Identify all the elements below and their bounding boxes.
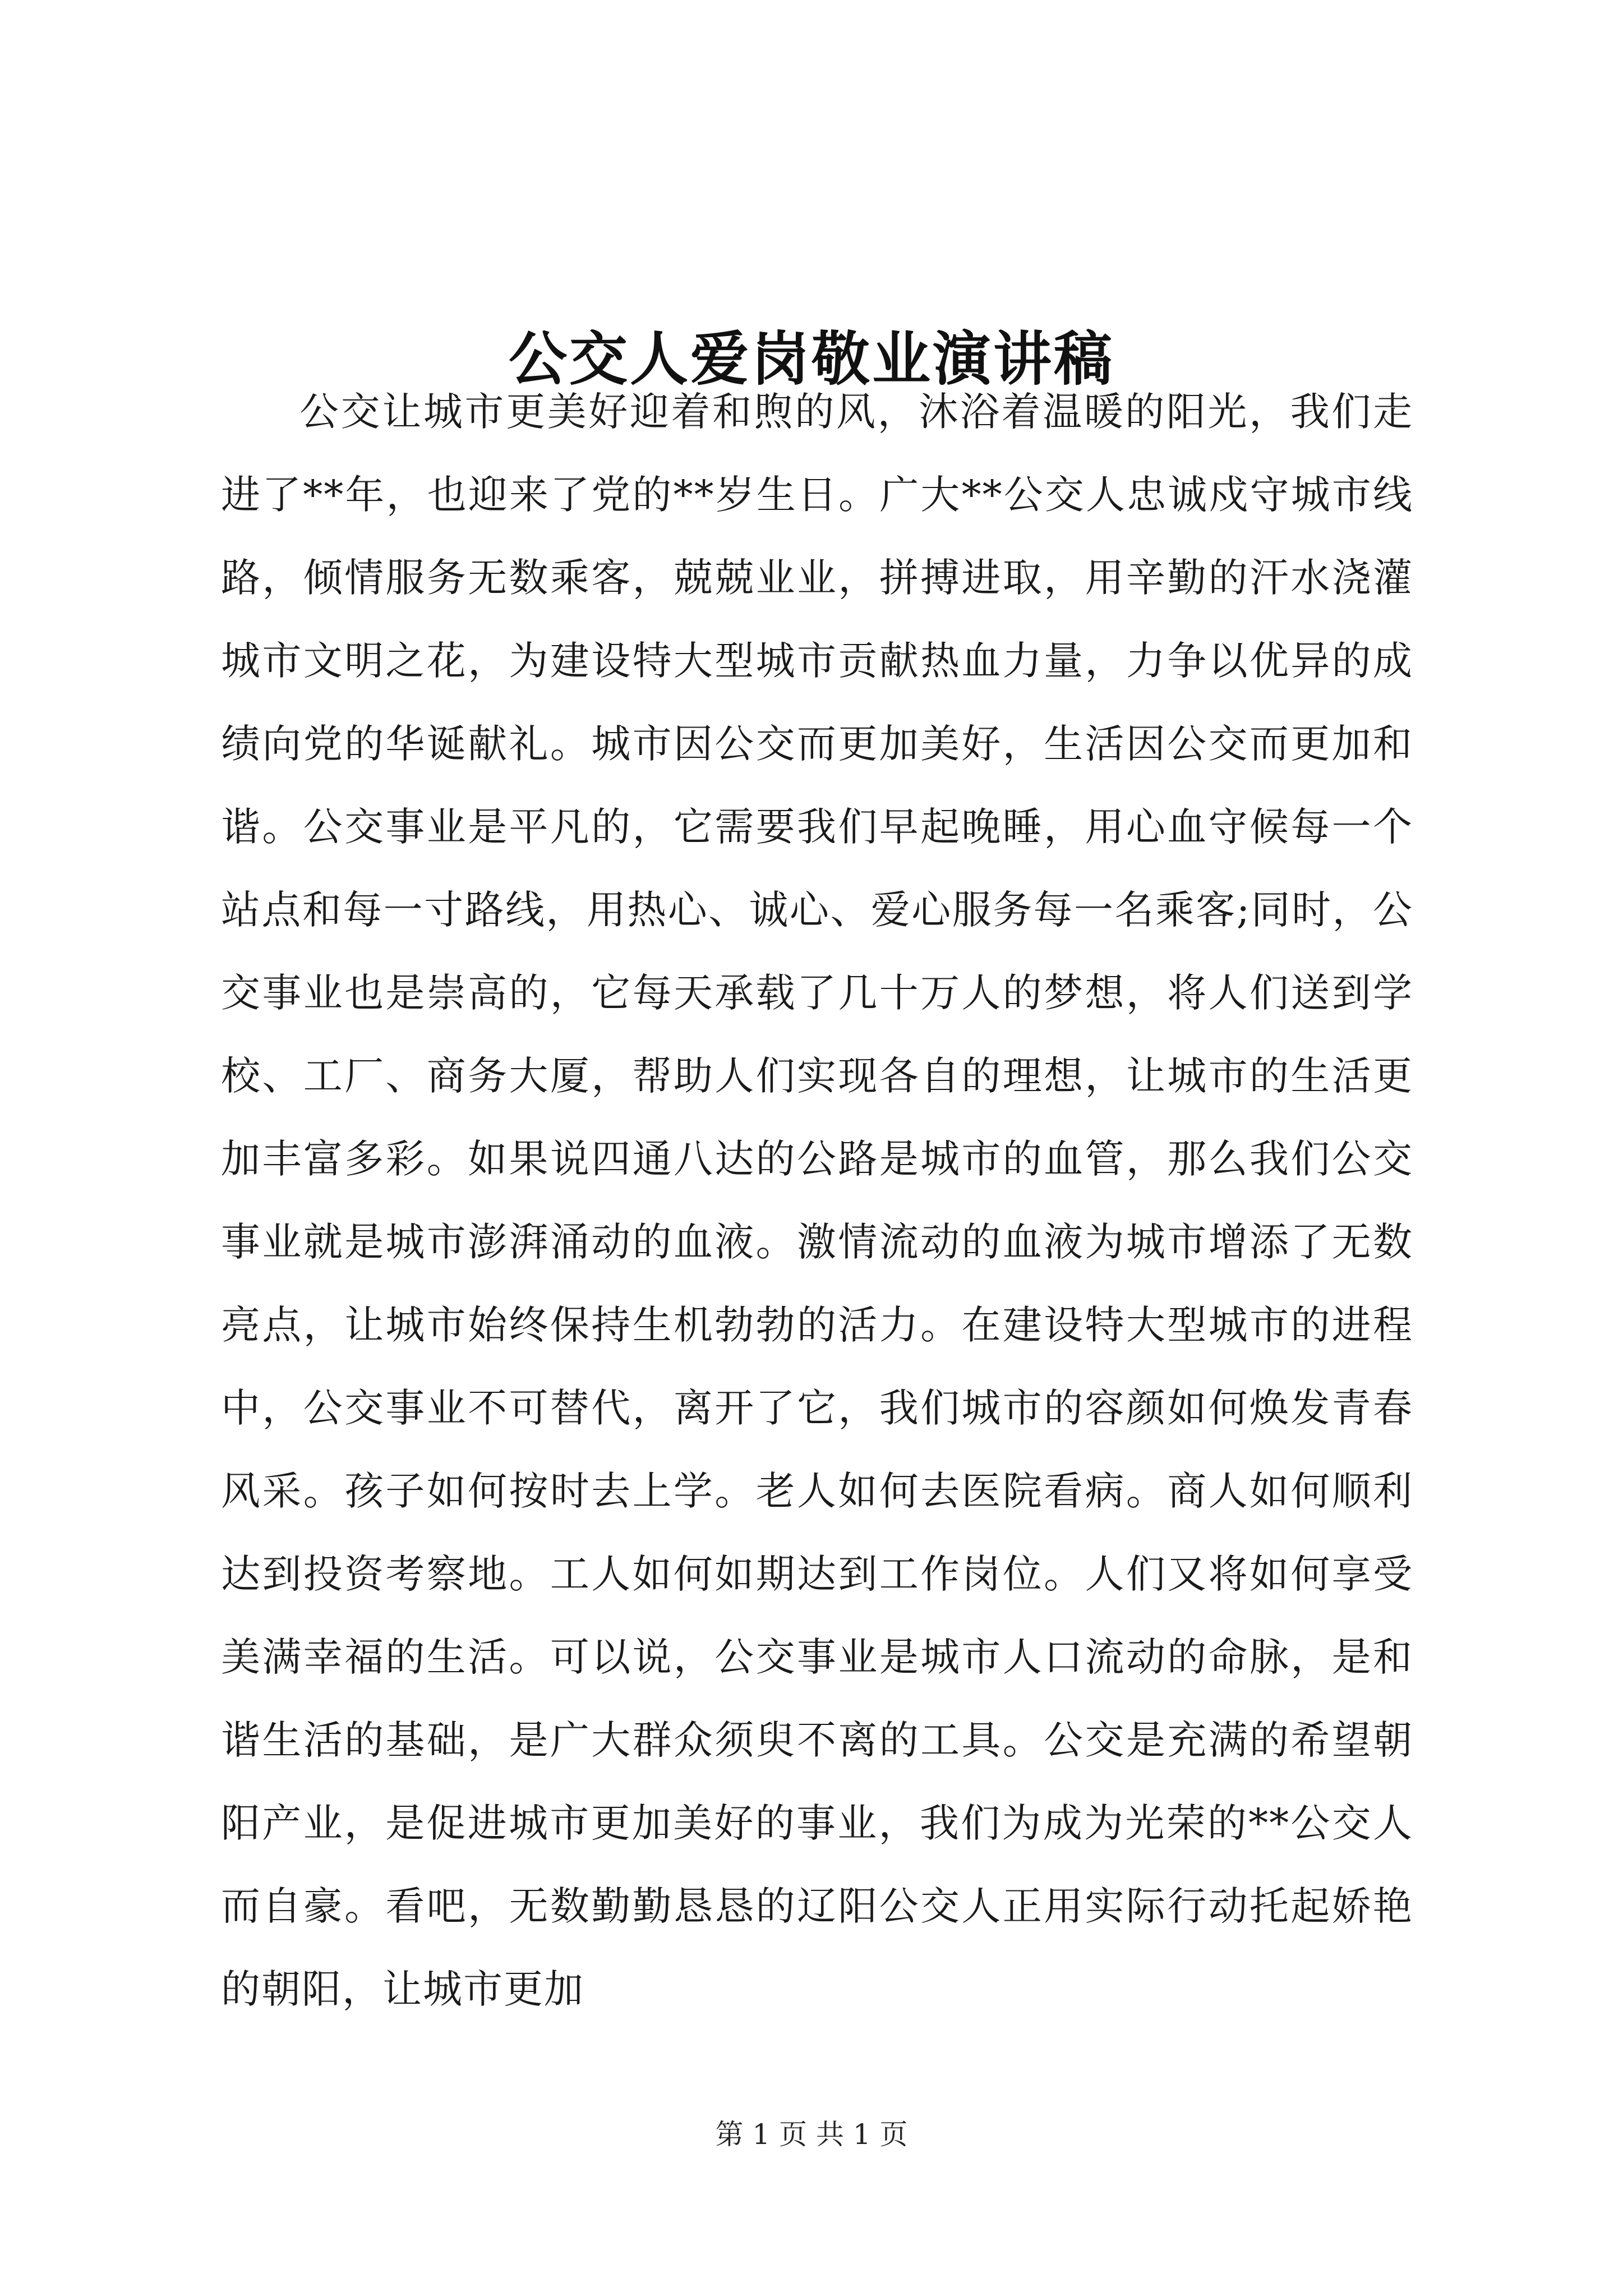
document-title: 公交人爱岗敬业演讲稿 [508,324,1114,393]
page-number-footer: 第 1 页 共 1 页 [715,2118,908,2151]
body-paragraph: 公交让城市更美好迎着和煦的风，沐浴着温暖的阳光，我们走进了**年，也迎来了党的**岁生日。广大**公交人忠诚戍守城市线路，倾情服务无数乘客，兢兢业业，拼搏进取，用辛勤的汗水浇灌城市文明之花，为建设特大型城市贡献热血力量，力争以优异的成绩向党的华诞献礼。城市因公交而更加美好，生活因公交而更加和谐。公交事业是平凡的，它需要我们早起晚睡，用心血守候每一个站点和每一寸路线，用热心、诚心、爱心服务每一名乘客;同时，公交事业也是崇高的，它每天承载了几十万人的梦想，将人们送到学校、工厂、商务大厦，帮助人们实现各自的理想，让城市的生活更加丰富多彩。如果说四通八达的公路是城市的血管，那么我们公交事业就是城市澎湃涌动的血液。激情流动的血液为城市增添了无数亮点，让城市始终保持生机勃勃的活力。在建设特大型城市的进程中，公交事业不可替代，离开了它，我们城市的容颜如何焕发青春风采。孩子如何按时去上学。老人如何去医院看病。商人如何顺利达到投资考察地。工人如何如期达到工作岗位。人们又将如何享受美满幸福的生活。可以说，公交事业是城市人口流动的命脉，是和谐生活的基础，是广大群众须臾不离的工具。公交是充满的希望朝阳产业，是促进城市更加美好的事业，我们为成为光荣的**公交人而自豪。看吧，无数勤勤恳恳的辽阳公交人正用实际行动托起娇艳的朝阳，让城市更加 [221,389,1413,2012]
